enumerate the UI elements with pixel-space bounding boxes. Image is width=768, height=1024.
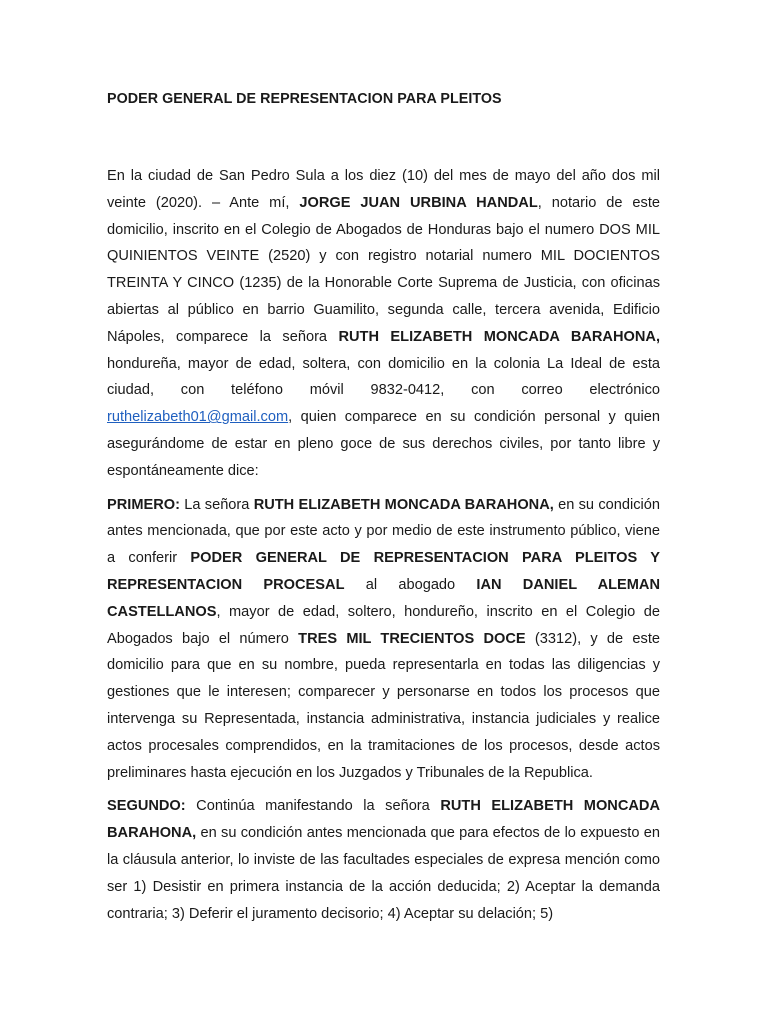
primero-text-1: La señora [179, 496, 254, 513]
client-name: RUTH ELIZABETH MONCADA BARAHONA, [107, 798, 661, 842]
intro-text-2: , notario de este domicilio, inscrito en el Colegio de Abogados de Honduras bajo el numero DOS MIL QUINIENTOS VEINTE (2520) y con registro notarial numero MIL DOCIENTOS TREINTA Y CINCO (1235) de la Honorable Corte Suprema de Justicia, con oficinas abiertas al público en barrio Guamilito, segunda calle, tercera avenida, Edificio Nápoles, comparece la señora [107, 194, 660, 345]
intro-text-1: En la ciudad de San Pedro Sula a los diez (10) del mes de mayo del año dos mil veinte (2020). – Ante mí, [107, 168, 660, 211]
clause-label-primero: PRIMERO: [107, 496, 180, 513]
segundo-text-1: Continúa manifestando la señora [185, 798, 441, 815]
power-title: PODER GENERAL DE REPRESENTACION PARA PLEITOS Y REPRESENTACION PROCESAL [107, 550, 660, 593]
primero-text-3: al abogado [344, 576, 477, 593]
clause-label-segundo: SEGUNDO: [107, 798, 186, 815]
client-name: RUTH ELIZABETH MONCADA BARAHONA, [253, 496, 554, 513]
paragraph-primero [107, 492, 660, 787]
segundo-text-2: en su condición antes mencionada que para efectos de lo expuesto en la cláusula anterior, lo inviste de las facultades especiales de expresa mención como ser 1) Desistir en primera instancia de la acción deducida; 2) Aceptar la demanda contraria; 3) Deferir el juramento decisorio; 4) Aceptar su delación; 5) [107, 825, 660, 922]
primero-text-4: , mayor de edad, soltero, hondureño, inscrito en el Colegio de Abogados bajo el número [107, 603, 660, 647]
lawyer-name: IAN DANIEL ALEMAN CASTELLANOS [107, 576, 660, 620]
client-name: RUTH ELIZABETH MONCADA BARAHONA, [338, 328, 660, 345]
lawyer-number: TRES MIL TRECIENTOS DOCE [298, 630, 526, 647]
paragraph-segundo [107, 793, 660, 927]
intro-text-3: hondureña, mayor de edad, soltera, con domicilio en la colonia La Ideal de esta ciudad, con teléfono móvil 9832-0412, con correo electrónico [107, 355, 660, 399]
document-body [107, 163, 660, 934]
intro-text-4: , quien comparece en su condición personal y quien asegurándome de estar en pleno goce de sus derechos civiles, por tanto libre y espontáneamente dice: [107, 409, 660, 479]
primero-text-2: en su condición antes mencionada, que por este acto y por medio de este instrumento público, viene a conferir [107, 496, 660, 567]
email-link[interactable]: ruthelizabeth01@gmail.com [107, 409, 289, 426]
notary-name: JORGE JUAN URBINA HANDAL [299, 194, 538, 211]
paragraph-introduction [107, 163, 660, 485]
primero-text-5: (3312), y de este domicilio para que en su nombre, pueda representarla en todas las diligencias y gestiones que le interesen; comparecer y personarse en todos los procesos que intervenga su Representada, instancia administrativa, instancia judiciales y realice actos procesales comprendidos, en la tramitaciones de los procesos, desde actos preliminares hasta ejecución en los Juzgados y Tribunales de la Republica. [107, 630, 660, 781]
document-title: PODER GENERAL DE REPRESENTACION PARA PLEITOS [107, 91, 502, 107]
